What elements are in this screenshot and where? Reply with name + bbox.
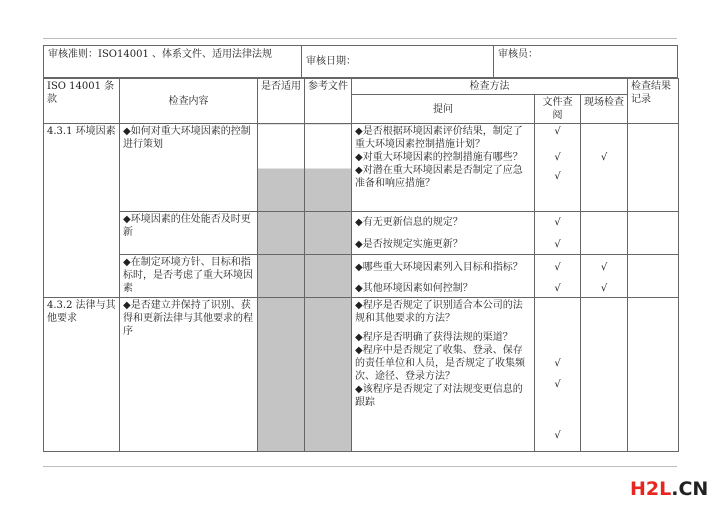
question: ◆是否根据环境因素评价结果，制定了重大环境因素控制措施计划？ [355,126,523,150]
content-cell: ◆在制定环境方针、目标和指标时，是否考虑了重大环境因素 [120,255,258,298]
result-cell [628,124,679,212]
check-mark: √ [554,217,561,228]
col-doc-check: 文件查阅 [535,95,581,124]
question: ◆程序是否明确了获得法规的渠道？ [355,332,513,343]
col-applicable: 是否适用 [258,79,305,124]
check-mark: √ [600,283,608,294]
site-check-cell [581,212,628,255]
reference-cell [305,124,352,212]
check-mark: √ [554,126,561,137]
question: ◆该程序是否规定了对法规变更信息的跟踪 [355,384,523,408]
col-question: 提问 [352,95,535,124]
date-label: 审核日期： [302,46,494,77]
doc-check-cell [535,212,581,255]
col-content: 检查内容 [120,79,258,124]
reference-cell [305,255,352,298]
site-check-cell [581,255,628,298]
col-site-check: 现场检查 [581,95,628,124]
clause-cell: 4.3.2 法律与其他要求 [44,298,120,452]
question: ◆程序是否规定了识别适合本公司的法规和其他要求的方法？ [355,300,523,324]
checklist-table [43,78,679,452]
auditor-label: 审核员： [498,49,538,60]
result-cell [628,212,679,255]
check-mark: √ [554,379,561,390]
col-result: 检查结果记录 [628,79,679,124]
question: ◆有无更新信息的规定？ [355,217,463,228]
applicable-cell [258,255,305,298]
question: ◆对潜在重大环境因素是否制定了应急准备和响应措施？ [355,165,523,189]
bottom-rule [43,466,677,467]
table-row [44,212,679,255]
site-check-cell [581,124,628,212]
doc-check-cell [535,298,581,452]
question-cell [352,212,535,255]
question: ◆是否按规定实施更新？ [355,239,463,250]
check-mark: √ [554,262,561,273]
check-mark: √ [600,152,608,163]
reference-cell [305,298,352,452]
applicable-cell [258,212,305,255]
check-mark: √ [554,430,561,441]
col-clause: ISO 14001 条款 [44,79,120,124]
site-check-cell [581,298,628,452]
check-mark: √ [600,262,608,273]
table-row [44,255,679,298]
question: ◆哪些重大环境因素列入目标和指标？ [355,262,523,273]
applicable-cell [258,124,305,212]
criteria-label: 审核准则：ISO14001 、体系文件、适用法律法规 [44,46,302,77]
question: ◆程序中是否规定了收集、登录、保存的责任单位和人员，是否规定了收集频次、途径、登录方法？ [355,345,525,382]
clause-cell: 4.3.1 环境因素 [44,124,120,298]
table-row [44,124,679,212]
col-reference: 参考文件 [305,79,352,124]
check-mark: √ [554,283,561,294]
applicable-cell [258,298,305,452]
content-cell: ◆是否建立并保持了识别、获得和更新法律与其他要求的程序 [120,298,258,452]
check-mark: √ [554,152,561,163]
doc-check-cell [535,255,581,298]
result-cell [628,255,679,298]
table-row [44,298,679,452]
audit-header [43,45,678,78]
check-mark: √ [554,171,561,182]
reference-cell [305,212,352,255]
doc-check-cell [535,124,581,212]
content-cell: ◆环境因素的住处能否及时更新 [120,212,258,255]
question: ◆其他环境因素如何控制？ [355,283,473,294]
top-rule [43,38,677,39]
check-mark: √ [554,239,561,250]
question-cell [352,298,535,452]
content-cell: ◆如何对重大环境因素的控制进行策划 [120,124,258,212]
col-method: 检查方法 [352,79,628,95]
question-cell [352,124,535,212]
check-mark: √ [554,358,561,369]
result-cell [628,298,679,452]
question-cell [352,255,535,298]
site-logo: H2L.CN [630,478,709,500]
question: ◆对重大环境因素的控制措施有哪些？ [355,152,523,163]
